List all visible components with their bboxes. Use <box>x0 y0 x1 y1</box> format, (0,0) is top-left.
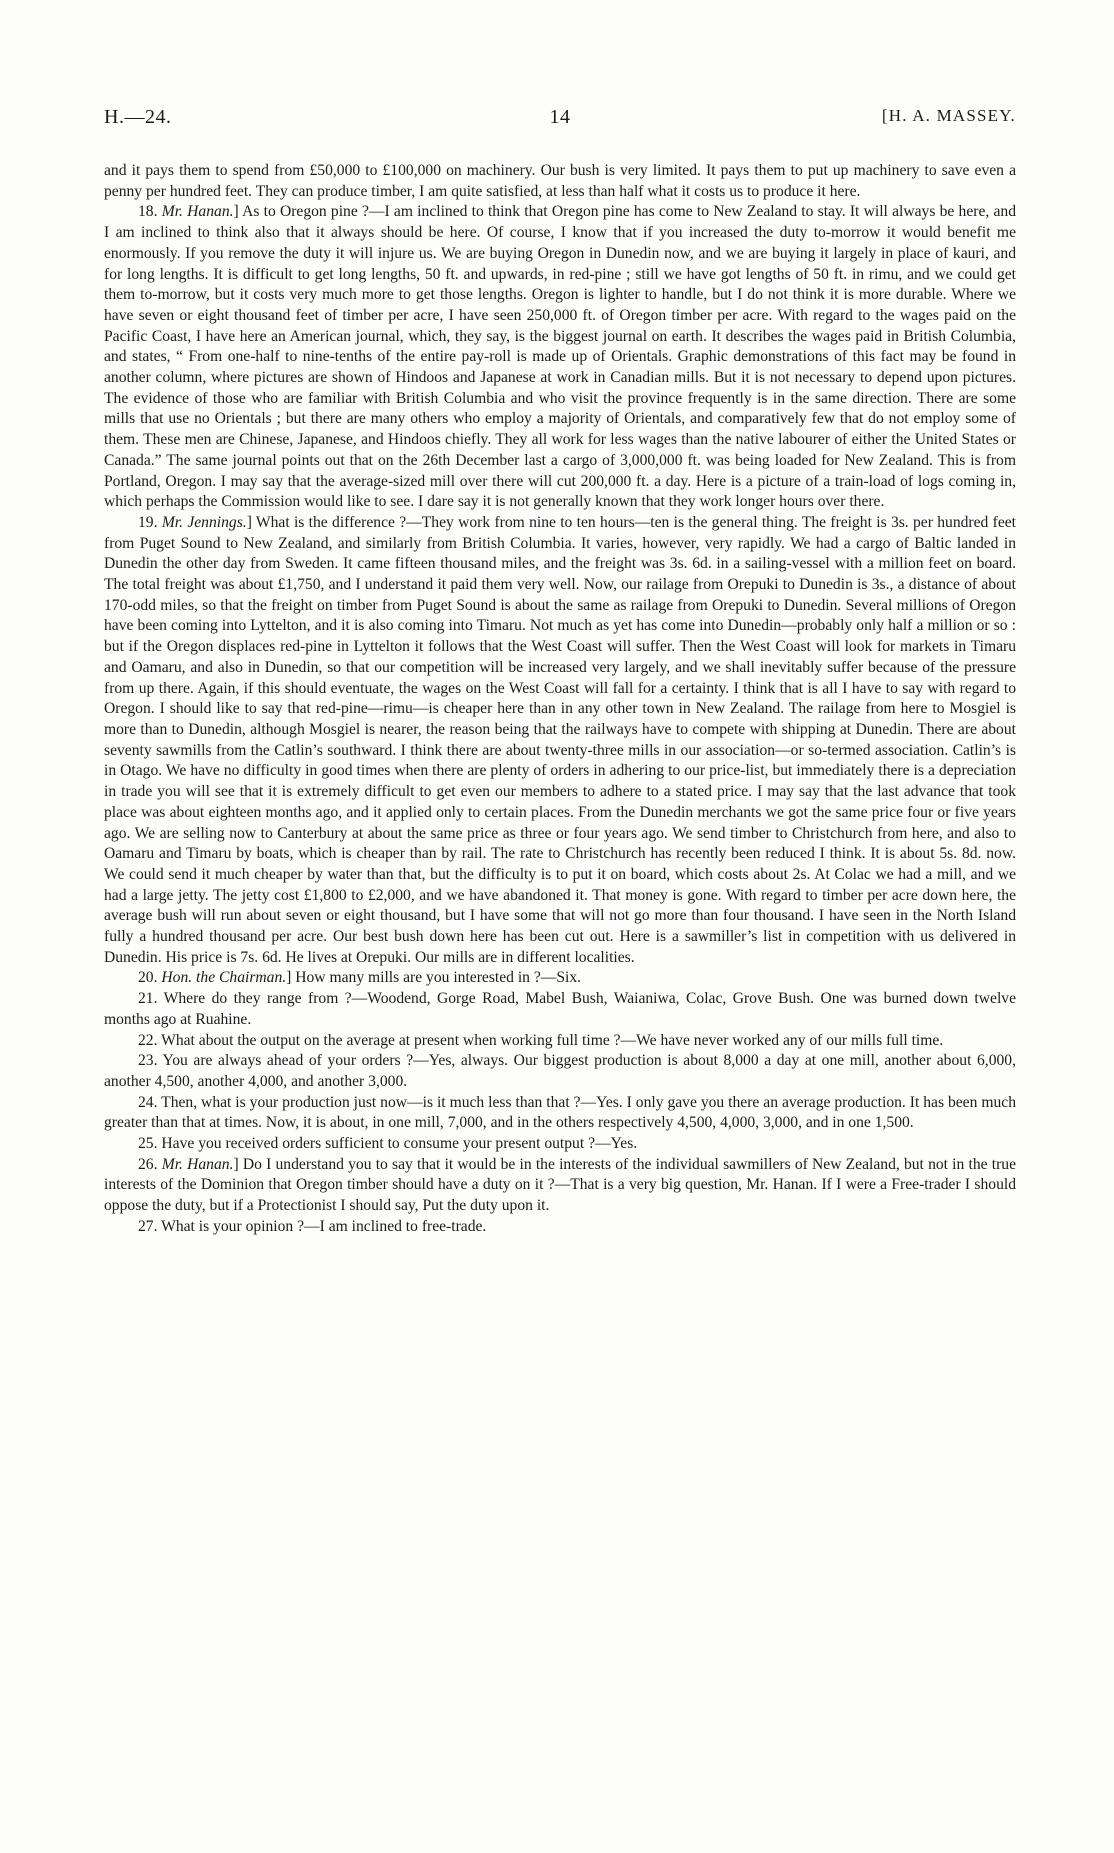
paragraph-text: What is your opinion ?—I am inclined to free-trade. <box>161 1217 487 1235</box>
question-number: 25. <box>138 1135 158 1153</box>
question-number: 26. <box>138 1155 158 1173</box>
paragraph-26 <box>104 1155 1016 1217</box>
paragraph-18 <box>104 202 1016 513</box>
paragraph-text: and it pays them to spend from £50,000 to £100,000 on machinery. Our bush is very limited. It pays them to put up machinery to save even a penny per hundred feet. They can produce timber, I am quite satisfied, at less than half what it costs us to produce it here. <box>104 162 1016 200</box>
paragraph-21 <box>104 989 1016 1030</box>
paragraph-24 <box>104 1093 1016 1134</box>
paragraph-19 <box>104 513 1016 968</box>
question-number: 22. <box>138 1031 158 1049</box>
question-number: 18. <box>138 203 158 221</box>
body-text <box>104 161 1016 1238</box>
page-header <box>104 106 1016 138</box>
paragraph-text: ] Do I understand you to say that it would be in the interests of the individual sawmillers of New Zealand, but not in the true interests of the Dominion that Oregon timber should have a duty on it ?—That is a very big question, Mr. Hanan. If I were a Free-trader I should oppose the duty, but if a Protectionist I should say, Put the duty upon it. <box>104 1155 1016 1215</box>
paragraph-text: ] How many mills are you interested in ?—Six. <box>286 969 582 987</box>
document-reference: H.—24. <box>104 106 172 128</box>
paragraph-text: ] What is the difference ?—They work from nine to ten hours—ten is the general thing. The freight is 3s. per hundred feet from Puget Sound to New Zealand, and similarly from British Columbia. It varies, however, very rapidly. We had a cargo of Baltic landed in Dunedin the other day from Sweden. It came fifteen thousand miles, and the freight was 3s. 6d. in a sailing-vessel with a million feet on board. The total freight was about £1,750, and I understand it paid them very well. Now, our railage from Orepuki to Dunedin is 3s., a distance of about 170-odd miles, so that the freight on timber from Puget Sound is about the same as railage from Orepuki to Dunedin. Several millions of Oregon have been coming into Lyttelton, and it is also coming into Timaru. Not much as yet has come into Dunedin—probably only half a million or so : but if the Oregon displaces red-pine in Lyttelton it follows that the West Coast will suffer. Then the West Coast will look for markets in Timaru and Oamaru, and also in Dunedin, so that our competition will be increased very largely, and we shall inevitably suffer because of the pressure from up there. Again, if this should eventuate, the wages on the West Coast will fall for a certainty. I think that is all I have to say with regard to Oregon. I should like to say that red-pine—rimu—is cheaper here than in any other town in New Zealand. The railage from here to Mosgiel is more than to Dunedin, although Mosgiel is nearer, the reason being that the railways have to compete with shipping at Dunedin. There are about seventy sawmills from the Catlin’s southward. I think there are about twenty-three mills in our association—or so-termed association. Catlin’s is in Otago. We have no difficulty in good times when there are plenty of orders in adhering to our price-list, but immediately there is a depreciation in trade you will see that it is extremely difficult to get even our members to adhere to a stated price. I may say that the last advance that took place was about eighteen months ago, and it applied only to certain places. From the Dunedin merchants we got the same price four or five years ago. We are selling now to Canterbury at about the same price as three or four years ago. We send timber to Christchurch from here, and also to Oamaru and Timaru by boats, which is cheaper than by rail. The rate to Christchurch has recently been reduced I think. It is about 5s. 8d. now. We could send it much cheaper by water than that, but the difficulty is to put it on board, which costs about 2s. At Colac we had a mill, and we had a large jetty. The jetty cost £1,800 to £2,000, and we have abandoned it. That money is gone. With regard to timber per acre down here, the average bush will run about seven or eight thousand, but I have some that will not go more than four thousand. I have seen in the North Island fully a hundred thousand per acre. Our best bush down here has been cut out. Here is a sawmiller’s list in competition with us delivered in Dunedin. His price is 7s. 6d. He lives at Orepuki. Our mills are in different localities. <box>104 513 1016 966</box>
paragraph-25 <box>104 1134 1016 1155</box>
speaker-name: Mr. Hanan. <box>161 1155 234 1173</box>
paragraph-27 <box>104 1217 1016 1238</box>
speaker-name: Mr. Hanan. <box>161 203 234 221</box>
question-number: 19. <box>138 513 158 531</box>
page-number: 14 <box>549 106 571 128</box>
paragraph-text: Then, what is your production just now—is it much less than that ?—Yes. I only gave you there an average production. It has been much greater than that at times. Now, it is about, in one mill, 7,000, and in the others respectively 4,500, 4,000, 3,000, and in one 1,500. <box>104 1093 1016 1132</box>
question-number: 24. <box>138 1093 158 1111</box>
speaker-name: Hon. the Chairman. <box>161 969 287 987</box>
question-number: 27. <box>138 1217 158 1235</box>
paragraph-text: Have you received orders sufficient to consume your present output ?—Yes. <box>161 1135 638 1153</box>
question-number: 23. <box>138 1052 158 1070</box>
witness-name: [H. A. MASSEY. <box>881 106 1016 125</box>
paragraph-23 <box>104 1051 1016 1092</box>
paragraph-text: You are always ahead of your orders ?—Yes, always. Our biggest production is about 8,000 a day at one mill, another about 6,000, another 4,500, another 4,000, and another 3,000. <box>104 1052 1016 1090</box>
paragraph-22 <box>104 1031 1016 1052</box>
paragraph-continuation <box>104 161 1016 202</box>
paragraph-20 <box>104 968 1016 989</box>
paragraph-text: What about the output on the average at present when working full time ?—We have never worked any of our mills full time. <box>161 1031 944 1049</box>
paragraph-text: ] As to Oregon pine ?—I am inclined to think that Oregon pine has come to New Zealand to stay. It will always be here, and I am inclined to think also that it always should be here. Of course, I know that if you increased the duty to-morrow it would benefit me enormously. If you remove the duty it will injure us. We are buying Oregon in Dunedin now, and we are buying it largely in place of kauri, and for long lengths. It is difficult to get long lengths, 50 ft. and upwards, in red-pine ; still we have got lengths of 50 ft. in rimu, and we could get them to-morrow, but it costs very much more to get those lengths. Oregon is lighter to handle, but I do not think it is more durable. Where we have seven or eight thousand feet of timber per acre, I have seen 250,000 ft. of Oregon timber per acre. With regard to the wages paid on the Pacific Coast, I have here an American journal, which, they say, is the biggest journal on earth. It describes the wages paid in British Columbia, and states, “ From one-half to nine-tenths of the entire pay-roll is made up of Orientals. Graphic demonstrations of this fact may be found in another column, where pictures are shown of Hindoos and Japanese at work in Canadian mills. But it is not necessary to depend upon pictures. The evidence of those who are familiar with British Columbia and who visit the province frequently is in the same direction. There are some mills that use no Orientals ; but there are many others who employ a majority of Orientals, and comparatively few that do not employ some of them. These men are Chinese, Japanese, and Hindoos chiefly. They all work for less wages than the native labourer of either the United States or Canada.” The same journal points out that on the 26th December last a cargo of 3,000,000 ft. was being loaded for New Zealand. This is from Portland, Oregon. I may say that the average-sized mill over there will cut 200,000 ft. a day. Here is a picture of a train-load of logs coming in, which perhaps the Commission would like to see. I dare say it is not generally known that they work longer hours over there. <box>104 203 1016 511</box>
question-number: 20. <box>138 969 158 987</box>
paragraph-text: Where do they range from ?—Woodend, Gorge Road, Mabel Bush, Waianiwa, Colac, Grove Bush. One was burned down twelve months ago at Ruahine. <box>104 990 1016 1028</box>
question-number: 21. <box>138 990 158 1008</box>
speaker-name: Mr. Jennings. <box>161 513 247 531</box>
